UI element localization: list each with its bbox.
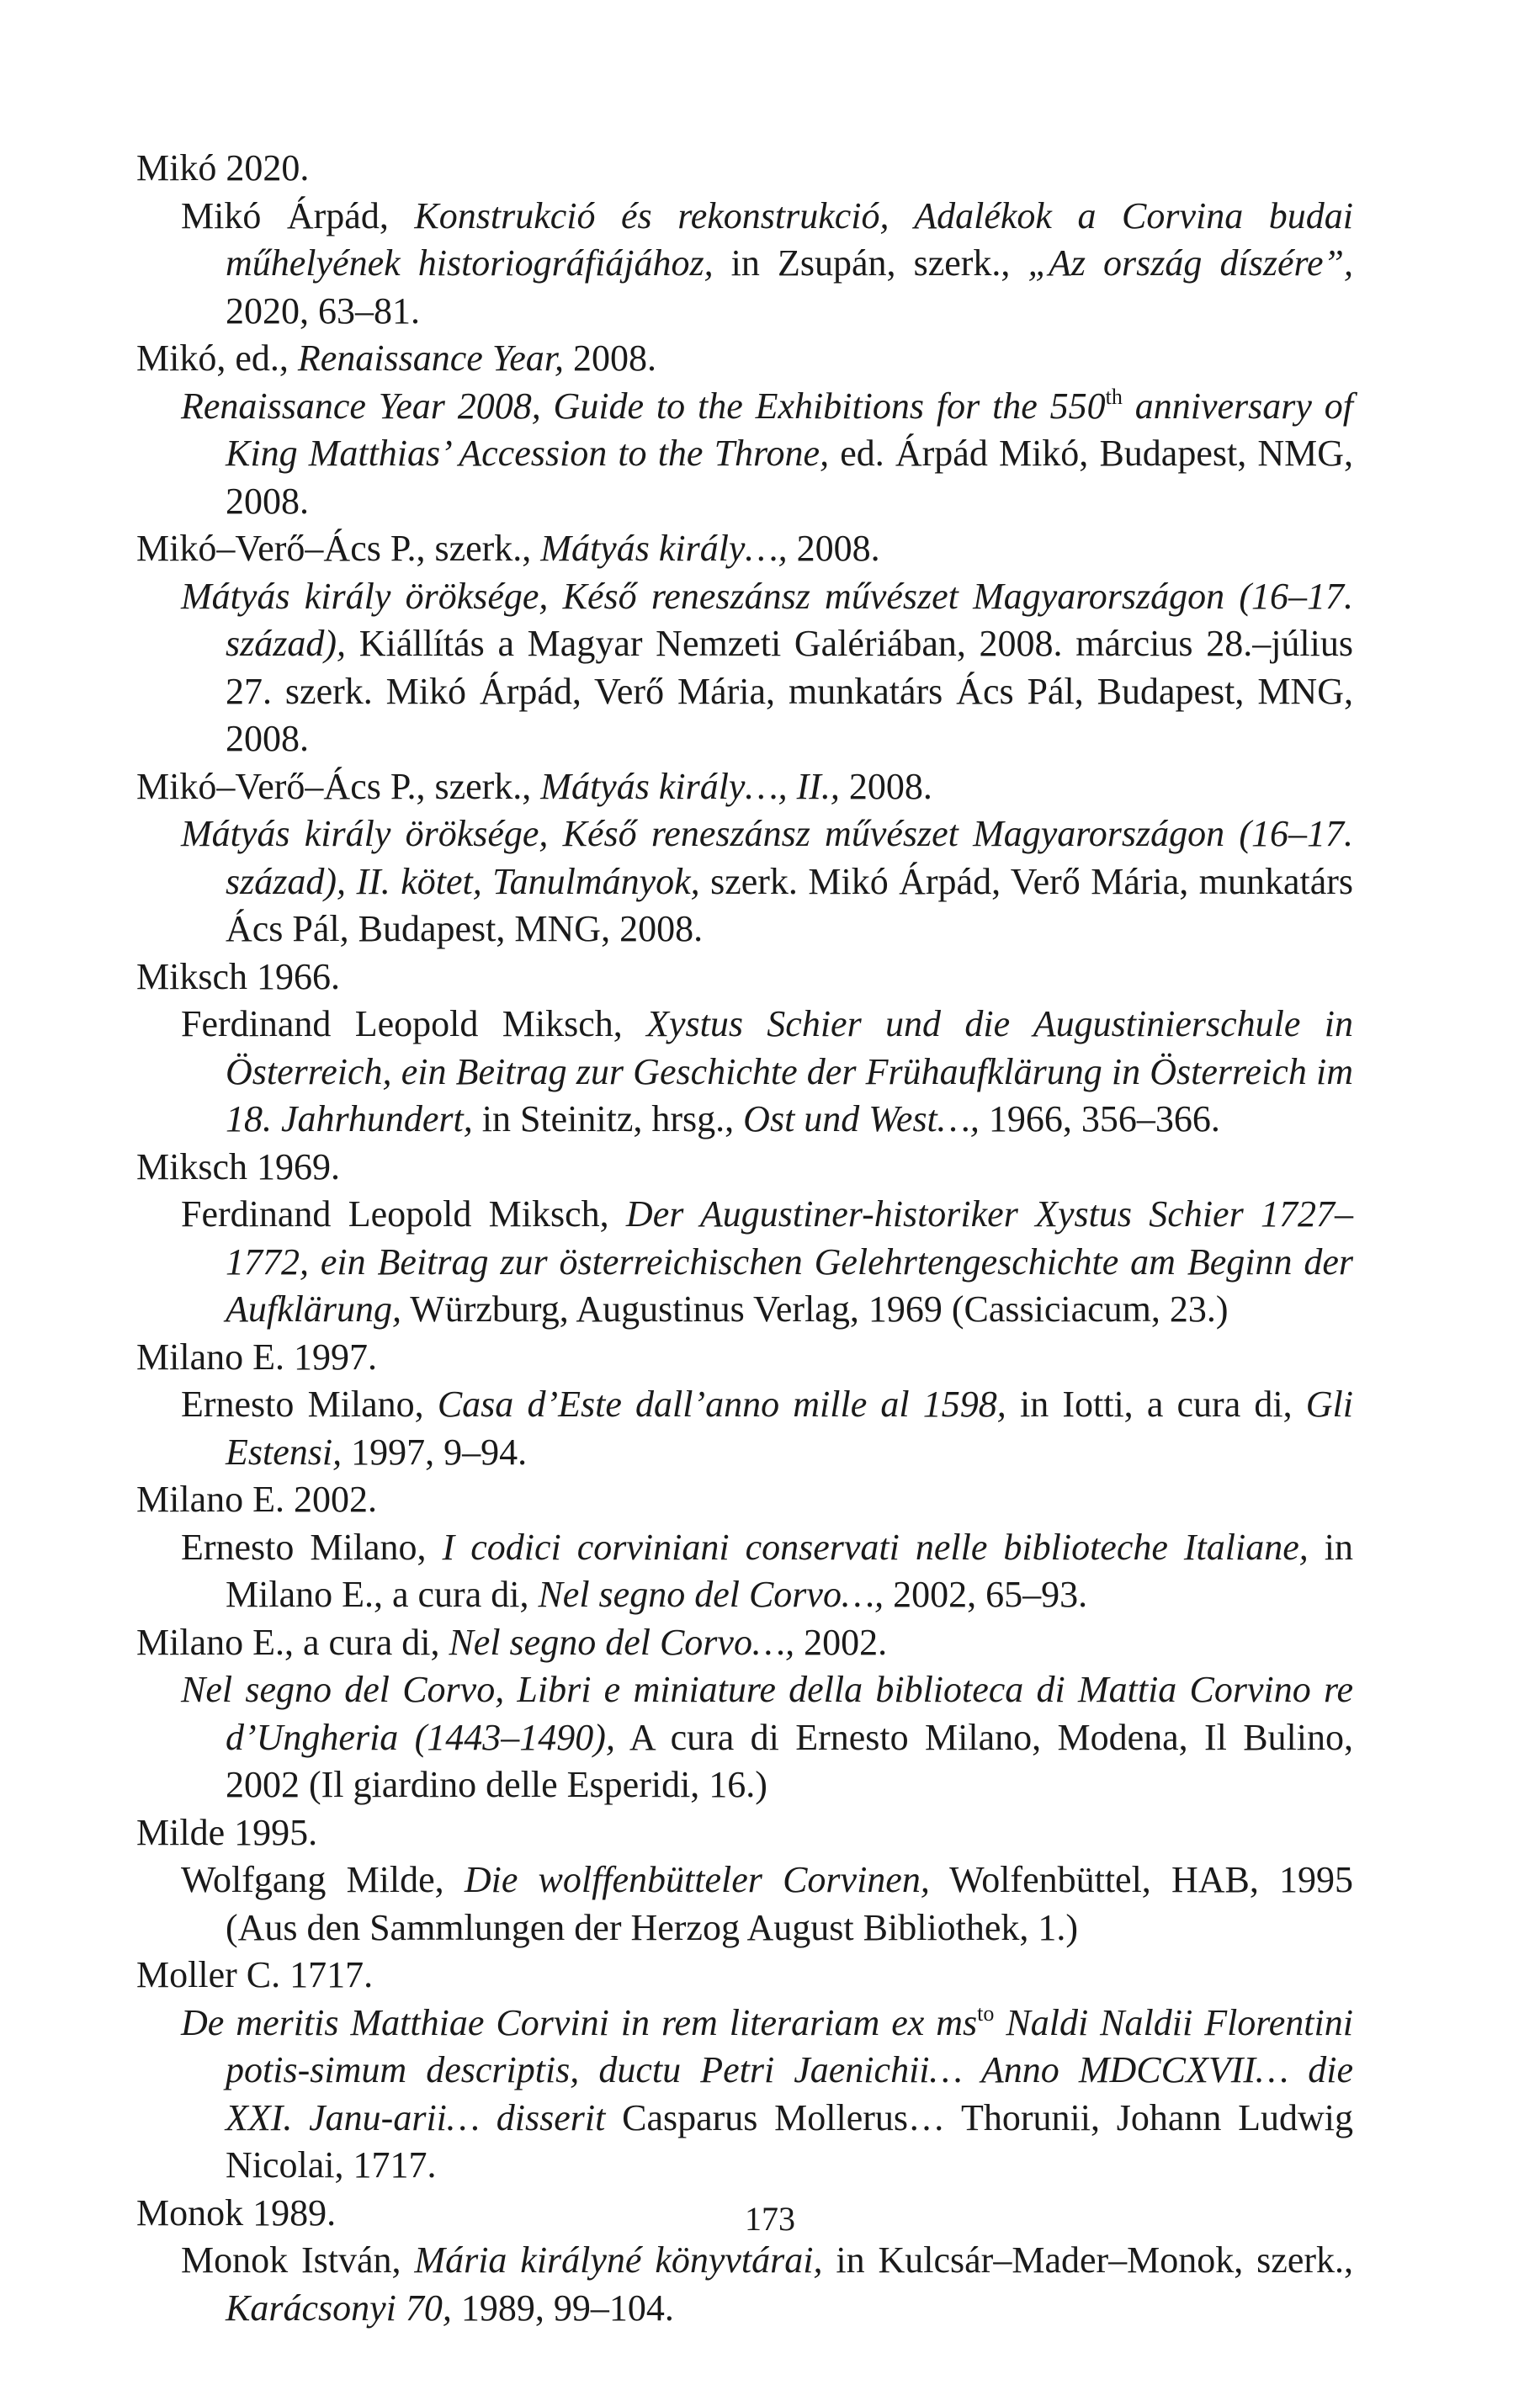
italic-title: Nel segno del Corvo…, xyxy=(538,1574,884,1615)
italic-title: De meritis Matthiae Corvini in rem literariam ex ms xyxy=(181,2001,978,2043)
bib-key-year: 2008. xyxy=(564,337,657,379)
bib-key xyxy=(136,335,1353,383)
italic-title: Nel segno del Corvo, Libri e miniature della biblioteca di Mattia Corvino re d’Ungheria (1443–1490), xyxy=(181,1669,1353,1758)
entry-text: in Iotti, a cura di, xyxy=(1006,1384,1306,1425)
bib-key-short-title: Mátyás király…, xyxy=(540,528,788,569)
italic-title: Gli Estensi, xyxy=(226,1384,1354,1473)
bib-key xyxy=(136,525,1353,573)
bib-key-text: Milano E. 2002. xyxy=(136,1479,377,1520)
italic-title: „Az ország díszére”, xyxy=(1028,242,1353,284)
entry-text: Monok István, xyxy=(181,2239,415,2281)
bib-key-text: Milano E. 1997. xyxy=(136,1336,377,1378)
bib-key-short-title: Renaissance Year, xyxy=(297,337,565,379)
bib-key-year: 2008. xyxy=(787,528,880,569)
italic-title: Mátyás király öröksége, Késő reneszánsz művészet Magyarországon (16–17. század), xyxy=(181,575,1353,664)
entry-text: Ferdinand Leopold Miksch, xyxy=(181,1193,626,1235)
bib-key-text: Milde 1995. xyxy=(136,1811,318,1853)
entry-text: 1989, 99–104. xyxy=(451,2287,674,2329)
bib-key-text: Miksch 1966. xyxy=(136,955,340,997)
entry-text: ed. Árpád Mikó, Budapest, NMG, 2008. xyxy=(226,433,1354,522)
bib-entry xyxy=(181,810,1353,953)
bib-key xyxy=(136,953,1353,1001)
italic-title: Mária királyné könyvtárai, xyxy=(414,2239,823,2281)
bib-key xyxy=(136,1144,1353,1192)
bib-key-short-title: Nel segno del Corvo…, xyxy=(449,1621,795,1663)
entry-text: in Steinitz, hrsg., xyxy=(472,1098,744,1139)
entry-text: Wolfgang Milde, xyxy=(181,1859,465,1900)
italic-title: Casa d’Este dall’anno mille al 1598, xyxy=(437,1384,1006,1425)
bib-key xyxy=(136,145,1353,193)
italic-title: Karácsonyi 70, xyxy=(226,2287,452,2329)
italic-title: anniversary of King Matthias’ Accession to the Throne, xyxy=(226,385,1354,474)
entry-text: in Kulcsár–Mader–Monok, szerk., xyxy=(822,2239,1354,2281)
bib-key-text: Mikó, ed., xyxy=(136,337,298,379)
entry-text: Kiállítás a Magyar Nemzeti Galériában, 2008. március 28.–július 27. szerk. Mikó Árpád, Verő Mária, munkatárs Ács Pál, Budapest, MNG, 2008. xyxy=(226,623,1353,759)
bib-entry xyxy=(181,1666,1353,1809)
bib-key-text: Milano E., a cura di, xyxy=(136,1621,449,1663)
bib-key-year: 2008. xyxy=(839,765,932,807)
bib-key xyxy=(136,1476,1353,1524)
bib-key-text: Monok 1989. xyxy=(136,2191,337,2234)
bib-key xyxy=(136,1619,1353,1667)
superscript: to xyxy=(977,2000,995,2026)
entry-text: 2020, 63–81. xyxy=(226,289,420,332)
entry-text: Ferdinand Leopold Miksch, xyxy=(181,1003,647,1044)
entry-text: Mikó Árpád, xyxy=(181,194,415,236)
bib-key-text: Moller C. 1717. xyxy=(136,1954,374,1995)
bib-entry xyxy=(181,1856,1353,1952)
entry-text: A cura di Ernesto Milano, Modena, Il Bulino, 2002 (Il giardino delle Esperidi, 16.) xyxy=(226,1716,1354,1805)
bib-key xyxy=(136,1809,1353,1857)
bib-key-text: Miksch 1969. xyxy=(136,1145,340,1187)
bib-key-text: Mikó–Verő–Ács P., szerk., xyxy=(136,528,541,569)
entry-text: 2002, 65–93. xyxy=(884,1574,1088,1615)
italic-title: Konstrukció és rekonstrukció, Adalékok a Corvina budai műhelyének historiográfiájához, xyxy=(226,194,1353,284)
bib-key-year: 2002. xyxy=(794,1621,888,1663)
bib-key-short-title: Mátyás király…, II., xyxy=(540,765,840,807)
entry-text: Wolfenbüttel, HAB, 1995 (Aus den Sammlungen der Herzog August Bibliothek, 1.) xyxy=(226,1859,1354,1948)
entry-text: in Milano E., a cura di, xyxy=(226,1526,1353,1615)
italic-title: I codici corviniani conservati nelle biblioteche Italiane, xyxy=(442,1526,1309,1568)
bib-key xyxy=(136,1334,1353,1382)
italic-title: Xystus Schier und die Augustinierschule in Österreich, ein Beitrag zur Geschichte der Frühaufklärung in Österreich im 18. Jahrhundert, xyxy=(226,1003,1353,1139)
italic-title: Mátyás király öröksége, Késő reneszánsz művészet Magyarországon (16–17. század), II. kötet, Tanulmányok, xyxy=(181,813,1353,902)
entry-text: 1997, 9–94. xyxy=(342,1431,528,1473)
entry-text: 1966, 356–366. xyxy=(979,1098,1220,1139)
bib-entry xyxy=(181,193,1353,336)
bib-entry xyxy=(181,1524,1353,1619)
italic-title: Ost und West…, xyxy=(743,1098,980,1139)
entry-text: Würzburg, Augustinus Verlag, 1969 (Cassiciacum, 23.) xyxy=(401,1288,1229,1330)
bib-entry xyxy=(181,1381,1353,1476)
entry-text: Casparus Mollerus… Thorunii, Johann Ludwig Nicolai, 1717. xyxy=(226,2096,1353,2186)
bib-entry xyxy=(181,2237,1353,2332)
bib-key-text: Mikó 2020. xyxy=(136,147,310,189)
bib-entry xyxy=(181,383,1353,526)
bib-entry xyxy=(181,2000,1353,2190)
superscript: th xyxy=(1105,384,1123,409)
bib-key-text: Mikó–Verő–Ács P., szerk., xyxy=(136,765,541,807)
italic-title: Naldi Naldii Florentini potis-simum descriptis, ductu Petri Jaenichii… Anno MDCCXVII… die XXI. Janu-arii… disserit xyxy=(226,2001,1353,2138)
italic-title: Die wolffenbütteler Corvinen, xyxy=(464,1859,930,1900)
italic-title: Der Augustiner-historiker Xystus Schier 1727–1772, ein Beitrag zur österreichischen Gelehrtengeschichte am Beginn der Aufklärung, xyxy=(226,1193,1353,1330)
entry-text: szerk. Mikó Árpád, Verő Mária, munkatárs Ács Pál, Budapest, MNG, 2008. xyxy=(226,860,1354,949)
entry-text: Ernesto Milano, xyxy=(181,1526,443,1568)
bib-key xyxy=(136,763,1353,811)
bib-key xyxy=(136,1952,1353,2000)
entry-text: in Zsupán, szerk., xyxy=(713,242,1028,284)
bibliography-list xyxy=(136,145,1353,2332)
bib-entry xyxy=(181,573,1353,763)
bib-entry xyxy=(181,1001,1353,1144)
italic-title: Renaissance Year 2008, Guide to the Exhibitions for the 550 xyxy=(181,385,1106,427)
bib-entry xyxy=(181,1191,1353,1334)
page-number: 173 xyxy=(745,2200,795,2238)
entry-text: Ernesto Milano, xyxy=(181,1384,438,1425)
